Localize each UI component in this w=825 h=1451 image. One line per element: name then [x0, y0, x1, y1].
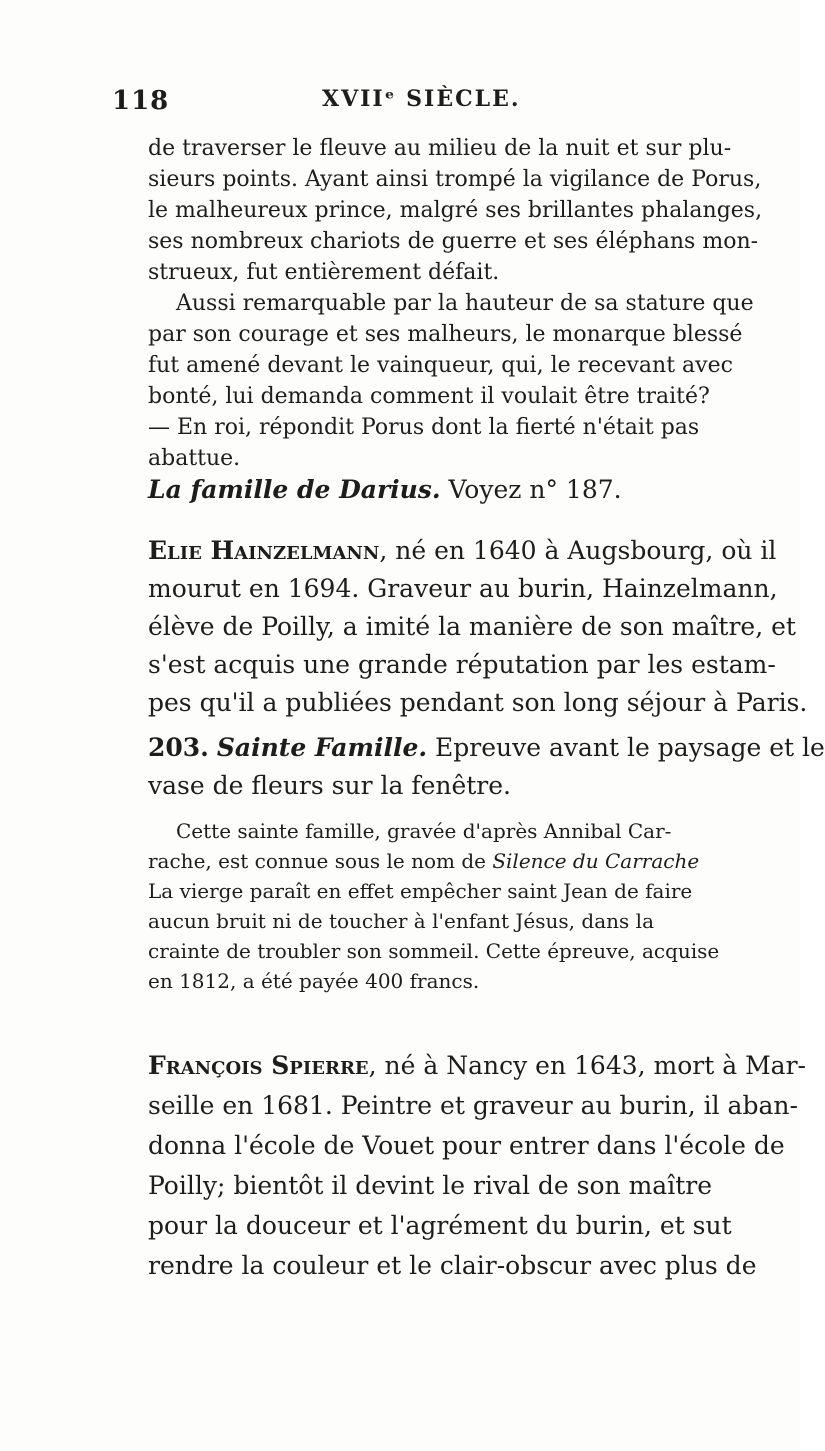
para2-line-5: — En roi, répondit Porus dont la fierté n'était pas — [148, 415, 700, 440]
spierre-line-3: donna l'école de Vouet pour entrer dans l'école de — [148, 1131, 785, 1160]
para1-line-5: strueux, fut entièrement défait. — [148, 260, 500, 285]
darius-ref: Voyez n° 187. — [440, 475, 622, 504]
item-203-line-2: vase de fleurs sur la fenêtre. — [148, 771, 512, 800]
artist-name-spierre: François Spierre — [148, 1051, 369, 1080]
spierre-line-6: rendre la couleur et le clair-obscur avec plus de — [148, 1251, 757, 1280]
item-203-line-1 — [148, 732, 825, 764]
hainzelmann-line-3: élève de Poilly, a imité la manière de son maître, et — [148, 612, 796, 641]
item-203-note-line-5: crainte de troubler son sommeil. Cette épreuve, acquise — [148, 939, 720, 963]
item-203-note-line-1: Cette sainte famille, gravée d'après Annibal Car- — [176, 819, 672, 843]
spierre-line-4: Poilly; bientôt il devint le rival de son maître — [148, 1171, 713, 1200]
item-203-note-line-2-italic: Silence du Carrache — [492, 849, 700, 873]
para1-line-1: de traverser le fleuve au milieu de la nuit et sur plu- — [148, 136, 732, 161]
hainzelmann-line-2: mourut en 1694. Graveur au burin, Hainzelmann, — [148, 574, 778, 603]
para2-line-4: bonté, lui demanda comment il voulait être traité? — [148, 384, 710, 409]
item-203-line-1-rest: Epreuve avant le paysage et le — [427, 733, 825, 762]
artist-name-hainzelmann: Elie Hainzelmann — [148, 536, 380, 565]
spierre-line-2: seille en 1681. Peintre et graveur au burin, il aban- — [148, 1091, 798, 1120]
para2-line-6: abattue. — [148, 446, 241, 471]
para1-line-4: ses nombreux chariots de guerre et ses éléphans mon- — [148, 229, 759, 254]
item-203-note-line-3: La vierge paraît en effet empêcher saint Jean de faire — [148, 879, 693, 903]
item-203-note-line-2 — [148, 848, 700, 874]
darius-title: La famille de Darius. — [148, 475, 441, 504]
para1-line-3: le malheureux prince, malgré ses brillantes phalanges, — [148, 198, 763, 223]
item-203-note-line-2-text: rache, est connue sous le nom de — [148, 849, 486, 873]
item-203-title: Sainte Famille. — [216, 733, 428, 762]
para1-line-2: sieurs points. Ayant ainsi trompé la vigilance de Porus, — [148, 167, 762, 192]
hainzelmann-line-5: pes qu'il a publiées pendant son long séjour à Paris. — [148, 688, 808, 717]
para2-line-2: par son courage et ses malheurs, le monarque blessé — [148, 322, 743, 347]
page-number: 118 — [112, 86, 170, 116]
para2-line-1: Aussi remarquable par la hauteur de sa stature que — [176, 291, 754, 316]
hainzelmann-line-4: s'est acquis une grande réputation par les estam- — [148, 650, 776, 679]
item-203-note-line-6: en 1812, a été payée 400 francs. — [148, 969, 480, 993]
hainzelmann-line-1-rest: , né en 1640 à Augsbourg, où il — [379, 536, 777, 565]
item-203-note-line-4: aucun bruit ni de toucher à l'enfant Jésus, dans la — [148, 909, 654, 933]
spierre-line-1 — [148, 1050, 806, 1082]
running-title: XVIIᵉ SIÈCLE. — [322, 86, 521, 112]
spierre-line-5: pour la douceur et l'agrément du burin, et sut — [148, 1211, 732, 1240]
hainzelmann-line-1 — [148, 535, 777, 567]
item-203-number: 203. — [148, 733, 209, 762]
para2-line-3: fut amené devant le vainqueur, qui, le recevant avec — [148, 353, 733, 378]
spierre-line-1-rest: , né à Nancy en 1643, mort à Mar- — [368, 1051, 806, 1080]
darius-reference — [148, 474, 654, 506]
